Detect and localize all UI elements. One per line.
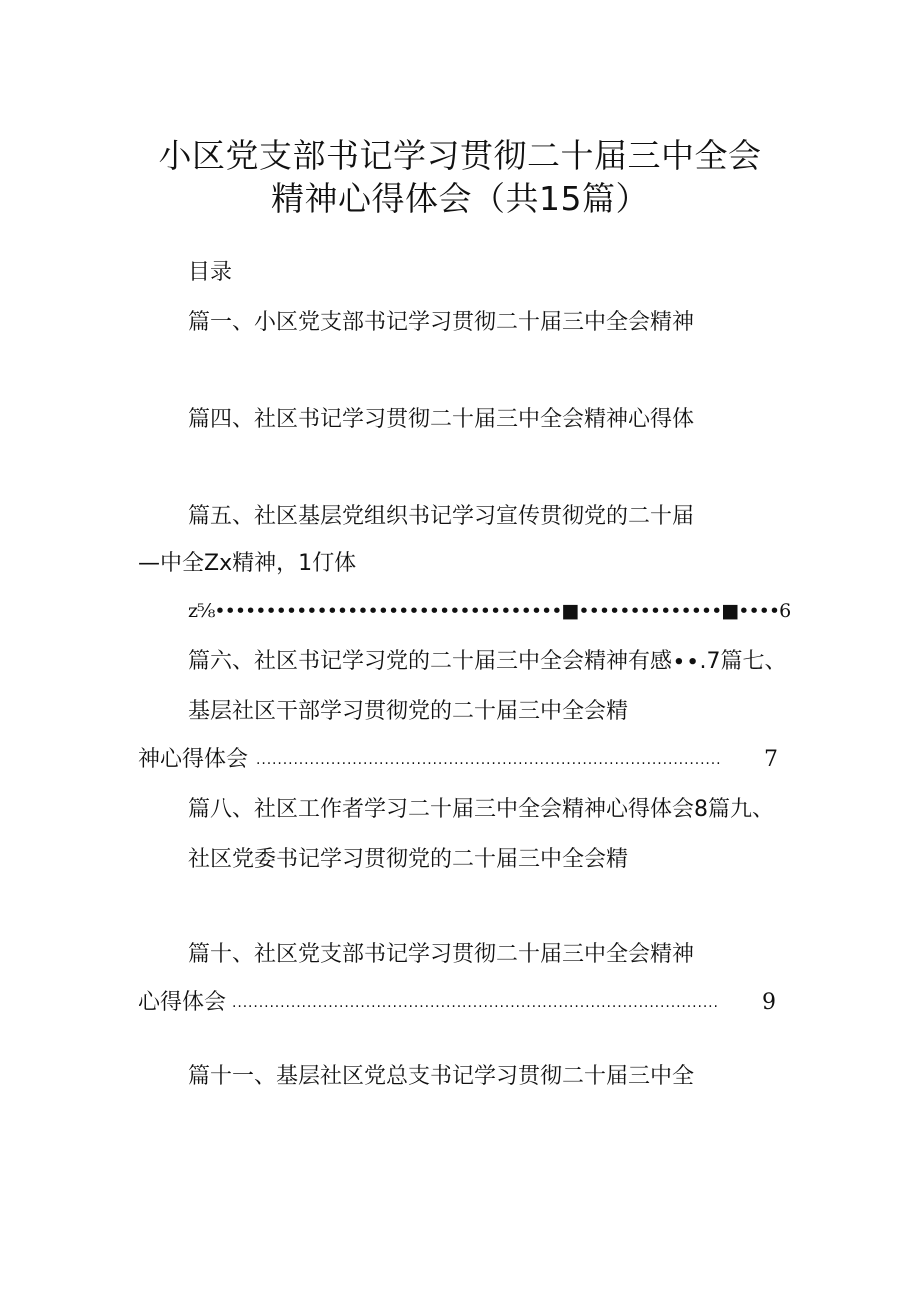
toc-entry-4: 篇四、社区书记学习贯彻二十届三中全会精神心得体 xyxy=(188,407,695,432)
toc-entry-5-leader: z⅝••••••••••••••••••••••••••••••••••■••••••••••••••■••••6 xyxy=(188,600,791,622)
toc-entry-10-end: 心得体会 xyxy=(138,990,227,1015)
document-title-line-2: 精神心得体会（共15篇） xyxy=(271,179,649,218)
toc-dot-leader: ........................................................................................... xyxy=(232,995,719,1011)
toc-entry-9-cont: 社区党委书记学习贯彻党的二十届三中全会精 xyxy=(188,847,629,872)
toc-entry-7-end: 神心得体会 xyxy=(138,747,249,772)
toc-entry-8-9: 篇八、社区工作者学习二十届三中全会精神心得体会8篇九、 xyxy=(188,797,774,822)
toc-entry-11: 篇十一、基层社区党总支书记学习贯彻二十届三中全 xyxy=(188,1064,695,1089)
toc-entry-10: 篇十、社区党支部书记学习贯彻二十届三中全会精神 xyxy=(188,942,695,967)
toc-entry-5: 篇五、社区基层党组织书记学习宣传贯彻党的二十届 xyxy=(188,504,695,529)
toc-entry-5-cont: —中全Zx精神，1仃体 xyxy=(138,551,357,576)
toc-page-number: 7 xyxy=(764,747,778,772)
toc-page-number: 9 xyxy=(762,990,776,1015)
toc-dot-leader: ....................................................................................... xyxy=(256,752,722,768)
document-title-line-1: 小区党支部书记学习贯彻二十届三中全会 xyxy=(158,136,762,175)
toc-heading: 目录 xyxy=(188,260,233,285)
toc-entry-1: 篇一、小区党支部书记学习贯彻二十届三中全会精神 xyxy=(188,310,695,335)
toc-entry-6-7: 篇六、社区书记学习党的二十届三中全会精神有感∙∙.7篇七、 xyxy=(188,649,787,674)
toc-entry-7-cont: 基层社区干部学习贯彻党的二十届三中全会精 xyxy=(188,699,629,724)
